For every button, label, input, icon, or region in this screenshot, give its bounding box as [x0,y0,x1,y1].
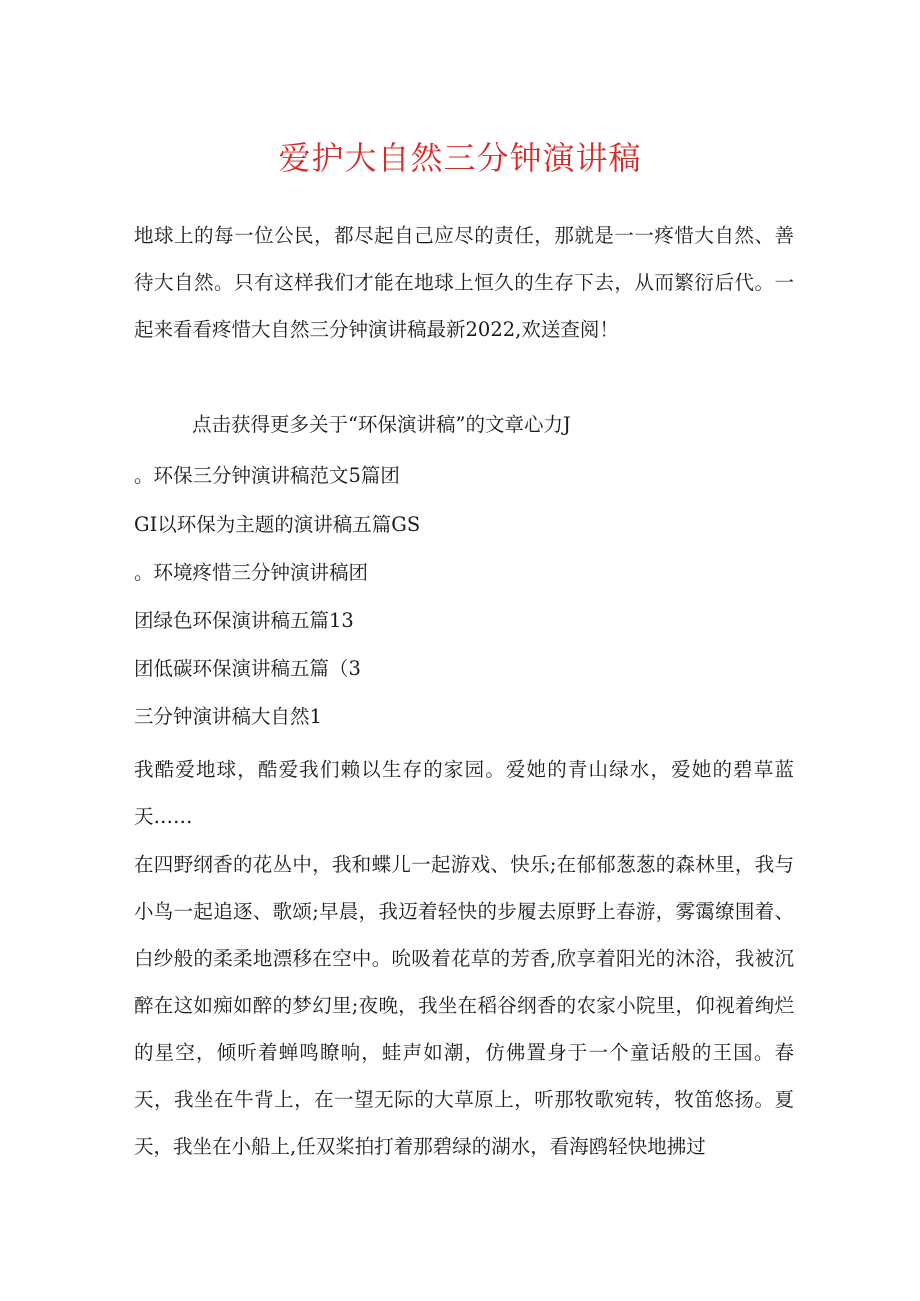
related-articles-heading: 点击获得更多关于“环保演讲稿”的文章心力J [192,413,571,436]
related-link-3[interactable]: 。环境疼惜三分钟演讲稿团 [134,561,369,584]
body-paragraph-1: 我酷爱地球，酷爱我们赖以生存的家园。爱她的青山绿水，爱她的碧草蓝天…… [134,758,794,828]
section-heading: 三分钟演讲稿大自然1 [134,705,322,728]
related-link-5[interactable]: 团低碳环保演讲稿五篇（3 [134,657,361,680]
document-title: 爱护大自然三分钟演讲稿 [278,139,642,177]
related-link-2[interactable]: GI以环保为主题的演讲稿五篇GS [134,513,421,536]
related-link-1[interactable]: 。环保三分钟演讲稿范文5篇团 [134,464,400,487]
body-paragraph-2: 在四野纲香的花丛中，我和蝶儿一起游戏、快乐;在郁郁葱葱的森林里，我与小鸟一起追逐、歌颂;早晨，我迈着轻快的步履去原野上春游，雾霭缭围着、白纱般的柔柔地漂移在空中。吮吸着花草的芳香,欣享着阳光的沐浴，我被沉醉在这如痴如醉的梦幻里;夜晚，我坐在稻谷纲香的农家小院里，仰视着绚烂的星空，倾听着蝉鸣瞭响，蛙声如潮，仿佛置身于一个童话般的王国。春天，我坐在牛背上，在一望无际的大草原上，听那牧歌宛转，牧笛悠扬。夏天，我坐在小船上,任双桨拍打着那碧绿的湖水，看海鸥轻快地拂过 [134,853,794,1158]
intro-paragraph: 地球上的每一位公民，都尽起自己应尽的责任，那就是一一疼惜大自然、善待大自然。只有这样我们才能在地球上恒久的生存下去，从而繁衍后代。一起来看看疼惜大自然三分钟演讲稿最新2022,欢送查阅！ [134,224,794,341]
related-link-4[interactable]: 团绿色环保演讲稿五篇13 [134,609,354,632]
